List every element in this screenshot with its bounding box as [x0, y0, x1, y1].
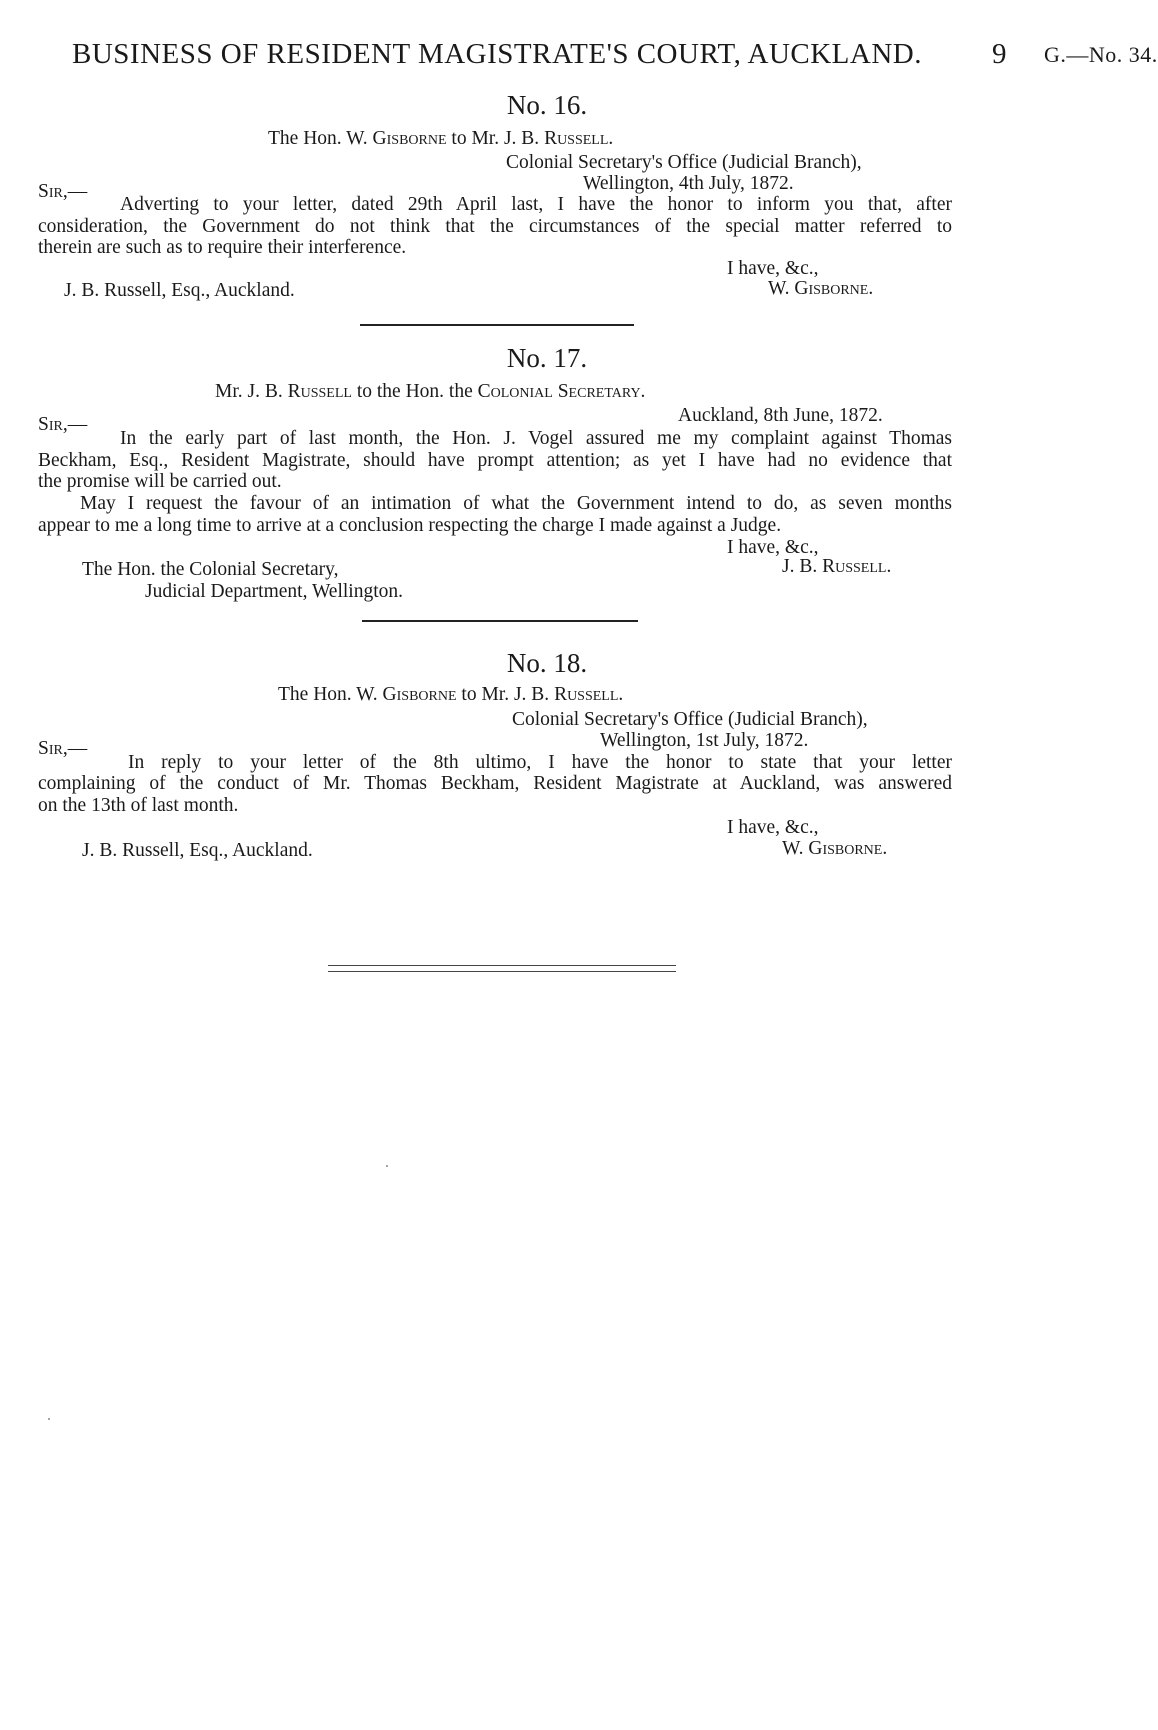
letter-number: No. 16.: [506, 90, 588, 120]
scan-speck: [48, 1418, 50, 1420]
letter-number: No. 18.: [506, 648, 588, 678]
end-rule: [328, 965, 676, 972]
letter-heading: The Hon. W. Gisborne to Mr. J. B. Russell.: [268, 128, 614, 149]
scan-speck: [386, 1165, 388, 1167]
body-line: May I request the favour of an intimation of what the Government intend to do, as seven months: [80, 493, 952, 514]
sender-address-line-2: Wellington, 1st July, 1872.: [600, 730, 809, 751]
letter-heading: Mr. J. B. Russell to the Hon. the Colonial Secretary.: [215, 381, 646, 402]
running-head-title: BUSINESS OF RESIDENT MAGISTRATE'S COURT, AUCKLAND.: [72, 38, 922, 70]
sender-address-line-2: Wellington, 4th July, 1872.: [583, 173, 794, 194]
letter-heading: The Hon. W. Gisborne to Mr. J. B. Russell.: [278, 684, 624, 705]
section-divider: [362, 620, 638, 622]
signature: W. Gisborne.: [768, 278, 874, 299]
body-line: appear to me a long time to arrive at a conclusion respecting the charge I made against a Judge.: [38, 515, 782, 536]
running-head: [64, 38, 1158, 78]
body-line: In the early part of last month, the Hon. J. Vogel assured me my complaint against Thomas: [120, 428, 952, 449]
addressee-line: Judicial Department, Wellington.: [145, 581, 404, 602]
closing: I have, &c.,: [727, 817, 819, 838]
body-line: therein are such as to require their interference.: [38, 237, 407, 258]
closing: I have, &c.,: [727, 258, 819, 279]
body-line: the promise will be carried out.: [38, 471, 282, 492]
salutation: Sir,—: [38, 414, 88, 435]
body-line: consideration, the Government do not think that the circumstances of the special matter referred to: [38, 216, 952, 237]
closing: I have, &c.,: [727, 537, 819, 558]
series-reference: G.—No. 34.: [1044, 42, 1158, 67]
salutation: Sir,—: [38, 738, 88, 759]
signature: W. Gisborne.: [782, 838, 888, 859]
sender-address-line-1: Auckland, 8th June, 1872.: [678, 405, 883, 426]
body-line: on the 13th of last month.: [38, 795, 239, 816]
page-number: 9: [992, 38, 1007, 70]
section-divider: [360, 324, 634, 326]
addressee-line: J. B. Russell, Esq., Auckland.: [64, 280, 295, 301]
sender-address-line-1: Colonial Secretary's Office (Judicial Branch),: [512, 709, 868, 730]
sender-address-line-1: Colonial Secretary's Office (Judicial Branch),: [506, 152, 862, 173]
body-line: Beckham, Esq., Resident Magistrate, should have prompt attention; as yet I have had no evidence that: [38, 450, 952, 471]
body-line: In reply to your letter of the 8th ultimo, I have the honor to state that your letter: [128, 752, 952, 773]
letter-number: No. 17.: [506, 343, 588, 373]
salutation: Sir,—: [38, 181, 88, 202]
addressee-line: The Hon. the Colonial Secretary,: [82, 559, 339, 580]
signature: J. B. Russell.: [782, 556, 892, 577]
body-line: complaining of the conduct of Mr. Thomas Beckham, Resident Magistrate at Auckland, was answered: [38, 773, 952, 794]
addressee-line: J. B. Russell, Esq., Auckland.: [82, 840, 313, 861]
body-line: Adverting to your letter, dated 29th April last, I have the honor to inform you that, after: [120, 194, 952, 215]
